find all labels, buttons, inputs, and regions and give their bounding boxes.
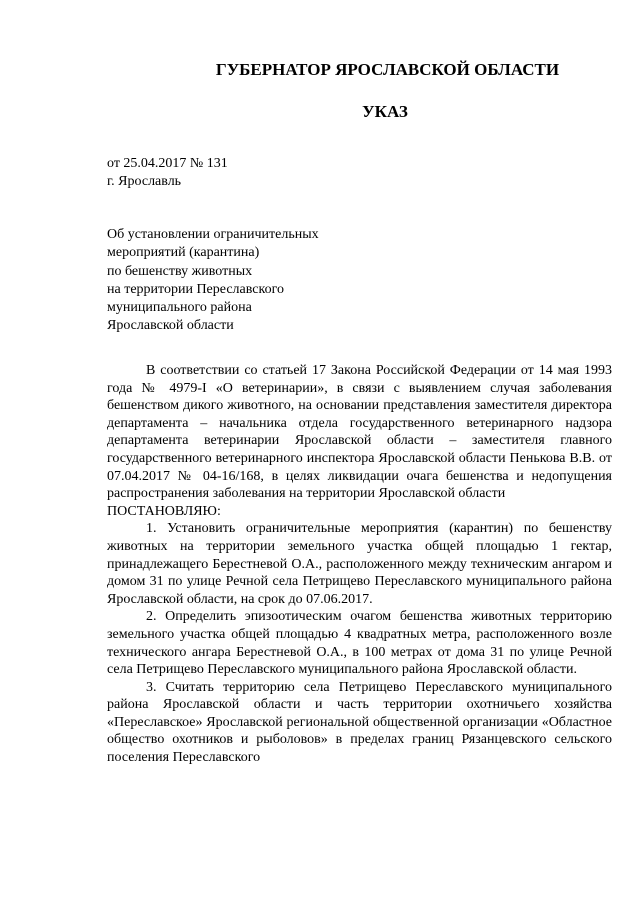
item-paragraph: 2. Определить эпизоотическим очагом бешенства животных территорию земельного участка общей площадью 4 квадратных метра, расположенного возле технического ангара Берестневой О.А., в 100 метрах от дома 31 по улице Речной села Петрищево Переславского муниципального района Ярославской области. <box>107 609 612 678</box>
date-number: от 25.04.2017 № 131 <box>107 156 228 171</box>
city: г. Ярославль <box>107 174 182 189</box>
authority-title: ГУБЕРНАТОР ЯРОСЛАВСКОЙ ОБЛАСТИ <box>215 60 560 79</box>
subject-line: по бешенству животных <box>107 263 253 279</box>
document-type: УКАЗ <box>362 102 408 121</box>
subject-line: муниципального района <box>107 300 252 316</box>
item-paragraph: 1. Установить ограничительные мероприятия (карантин) по бешенству животных на территории земельного участка общей площадью 1 гектар, принадлежащего Берестневой О.А., расположенного между техническим ангаром и домом 31 по улице Речной села Петрищево Переславского муниципального района Ярославской области, на срок до 07.06.2017. <box>107 521 612 607</box>
subject-line: Об установлении ограничительных <box>107 227 319 242</box>
subject-line: Ярославской области <box>107 318 234 334</box>
document-body <box>107 362 612 767</box>
decree-word: ПОСТАНОВЛЯЮ: <box>107 503 221 519</box>
subject-line: мероприятий (карантина) <box>107 245 260 261</box>
document-meta <box>107 155 228 191</box>
preamble-paragraph: В соответствии со статьей 17 Закона Российской Федерации от 14 мая 1993 года № 4979-I «О ветеринарии», в связи с выявлением случая заболевания бешенством дикого животного, на основании представления заместителя директора департамента – начальника отдела государственного ветеринарного надзора департамента ветеринарии Ярославской области – заместителя главного государственного ветеринарного инспектора Ярославской области Пенькова В.В. от 07.04.2017 № 04-16/168, в целях ликвидации очага бешенства и недопущения распространения заболевания на территории Ярославской области <box>107 363 612 502</box>
item-paragraph: 3. Считать территорию села Петрищево Переславского муниципального района Ярославской области и часть территории охотничьего хозяйства «Переславское» Ярославской региональной общественной организации «Областное общество охотников и рыболовов» в пределах границ Рязанцевского сельского поселения Переславского <box>107 679 612 766</box>
document-subject <box>107 226 319 336</box>
subject-line: на территории Переславского <box>107 281 284 297</box>
